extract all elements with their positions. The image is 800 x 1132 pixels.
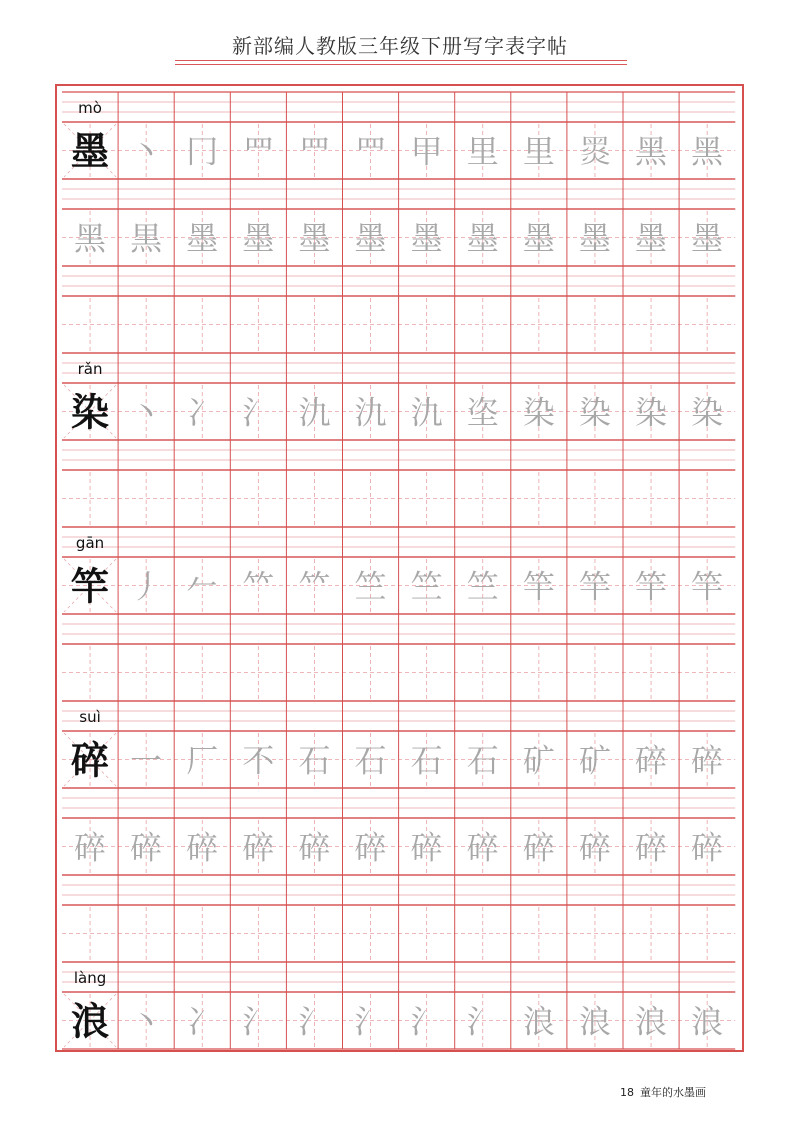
stroke-order-step: 氵 bbox=[466, 1002, 499, 1041]
lesson-title: 童年的水墨画 bbox=[640, 1086, 706, 1099]
tracing-character: 碎 bbox=[242, 828, 275, 867]
stroke-order-step: 竿 bbox=[578, 567, 611, 606]
tracing-character: 墨 bbox=[466, 219, 499, 258]
tracing-character: 碎 bbox=[466, 828, 499, 867]
pinyin-label: gān bbox=[75, 534, 105, 552]
model-character: 墨 bbox=[71, 129, 110, 174]
stroke-order-step: 石 bbox=[354, 741, 387, 780]
tracing-character: 黒 bbox=[130, 219, 163, 258]
stroke-order-step: 石 bbox=[466, 741, 499, 780]
stroke-order-step: 里 bbox=[466, 132, 499, 171]
stroke-order-step: 𥫗 bbox=[298, 567, 331, 606]
tracing-character: 碎 bbox=[186, 828, 219, 867]
stroke-order-step: 氿 bbox=[298, 393, 331, 432]
stroke-order-step: 石 bbox=[410, 741, 443, 780]
tracing-character: 墨 bbox=[298, 219, 331, 258]
pinyin-label: làng bbox=[73, 969, 107, 987]
stroke-order-step: 黑 bbox=[635, 132, 668, 171]
stroke-order-step: 碎 bbox=[635, 741, 668, 780]
model-character: 碎 bbox=[71, 738, 110, 783]
stroke-order-step: 矿 bbox=[578, 741, 611, 780]
stroke-order-step: 𠂉 bbox=[186, 567, 219, 606]
tracing-character: 墨 bbox=[635, 219, 668, 258]
tracing-character: 碎 bbox=[691, 828, 724, 867]
page-title: 新部编人教版三年级下册写字表字帖 bbox=[232, 34, 568, 58]
tracing-character: 碎 bbox=[578, 828, 611, 867]
stroke-order-step: 𪐗 bbox=[578, 132, 611, 171]
stroke-order-step: 丶 bbox=[130, 1002, 163, 1041]
stroke-order-step: 浪 bbox=[635, 1002, 668, 1041]
stroke-order-step: 竿 bbox=[691, 567, 724, 606]
stroke-order-step: 竺 bbox=[410, 567, 443, 606]
stroke-order-step: 氵 bbox=[242, 393, 275, 432]
stroke-order-step: 氵 bbox=[242, 1002, 275, 1041]
page-footer bbox=[620, 1084, 712, 1100]
stroke-order-step: 染 bbox=[691, 393, 724, 432]
tracing-character: 碎 bbox=[522, 828, 555, 867]
stroke-order-step: 甲 bbox=[410, 132, 443, 171]
stroke-order-step: 浪 bbox=[578, 1002, 611, 1041]
model-character: 染 bbox=[71, 390, 110, 435]
stroke-order-step: 石 bbox=[298, 741, 331, 780]
tracing-character: 黑 bbox=[74, 219, 107, 258]
stroke-order-step: 染 bbox=[635, 393, 668, 432]
stroke-order-step: 碎 bbox=[691, 741, 724, 780]
stroke-order-step: 竺 bbox=[354, 567, 387, 606]
tracing-character: 碎 bbox=[635, 828, 668, 867]
tracing-character: 墨 bbox=[410, 219, 443, 258]
stroke-order-step: 丶 bbox=[130, 132, 163, 171]
stroke-order-step: 罒 bbox=[298, 132, 331, 171]
stroke-order-step: 竿 bbox=[522, 567, 555, 606]
model-character: 竿 bbox=[71, 564, 110, 609]
stroke-order-step: 染 bbox=[522, 393, 555, 432]
stroke-order-step: 不 bbox=[242, 741, 275, 780]
stroke-order-step: 氵 bbox=[410, 1002, 443, 1041]
stroke-order-step: 垐 bbox=[466, 393, 499, 432]
stroke-order-step: 氵 bbox=[298, 1002, 331, 1041]
stroke-order-step: 竺 bbox=[466, 567, 499, 606]
stroke-order-step: 竿 bbox=[635, 567, 668, 606]
stroke-order-step: 染 bbox=[578, 393, 611, 432]
pinyin-label: mò bbox=[78, 99, 102, 117]
grid-frame bbox=[55, 84, 744, 1052]
tracing-character: 墨 bbox=[522, 219, 555, 258]
stroke-order-step: 冫 bbox=[186, 1002, 219, 1041]
stroke-order-step: 黑 bbox=[691, 132, 724, 171]
pinyin-label: rǎn bbox=[77, 360, 103, 378]
tracing-character: 墨 bbox=[186, 219, 219, 258]
tracing-character: 墨 bbox=[578, 219, 611, 258]
stroke-order-step: 浪 bbox=[522, 1002, 555, 1041]
tracing-character: 碎 bbox=[410, 828, 443, 867]
tracing-character: 碎 bbox=[354, 828, 387, 867]
stroke-order-step: 矿 bbox=[522, 741, 555, 780]
stroke-order-step: 冫 bbox=[186, 393, 219, 432]
stroke-order-step: 厂 bbox=[186, 741, 219, 780]
stroke-order-step: 罒 bbox=[354, 132, 387, 171]
stroke-order-step: 氵 bbox=[354, 1002, 387, 1041]
stroke-order-step: 冂 bbox=[186, 132, 219, 171]
stroke-order-step: 浪 bbox=[691, 1002, 724, 1041]
tracing-character: 墨 bbox=[242, 219, 275, 258]
model-character: 浪 bbox=[71, 999, 110, 1044]
stroke-order-step: 丶 bbox=[130, 393, 163, 432]
tracing-character: 碎 bbox=[298, 828, 331, 867]
stroke-order-step: 丿 bbox=[130, 567, 163, 606]
stroke-order-step: 里 bbox=[522, 132, 555, 171]
tracing-character: 碎 bbox=[130, 828, 163, 867]
stroke-order-step: 𥫗 bbox=[242, 567, 275, 606]
pinyin-label: suì bbox=[79, 708, 101, 726]
page-number: 18 bbox=[620, 1086, 634, 1099]
stroke-order-step: 氿 bbox=[410, 393, 443, 432]
tracing-character: 墨 bbox=[691, 219, 724, 258]
tracing-character: 碎 bbox=[74, 828, 107, 867]
stroke-order-step: 一 bbox=[130, 741, 163, 780]
stroke-order-step: 罒 bbox=[242, 132, 275, 171]
stroke-order-step: 氿 bbox=[354, 393, 387, 432]
tracing-character: 墨 bbox=[354, 219, 387, 258]
